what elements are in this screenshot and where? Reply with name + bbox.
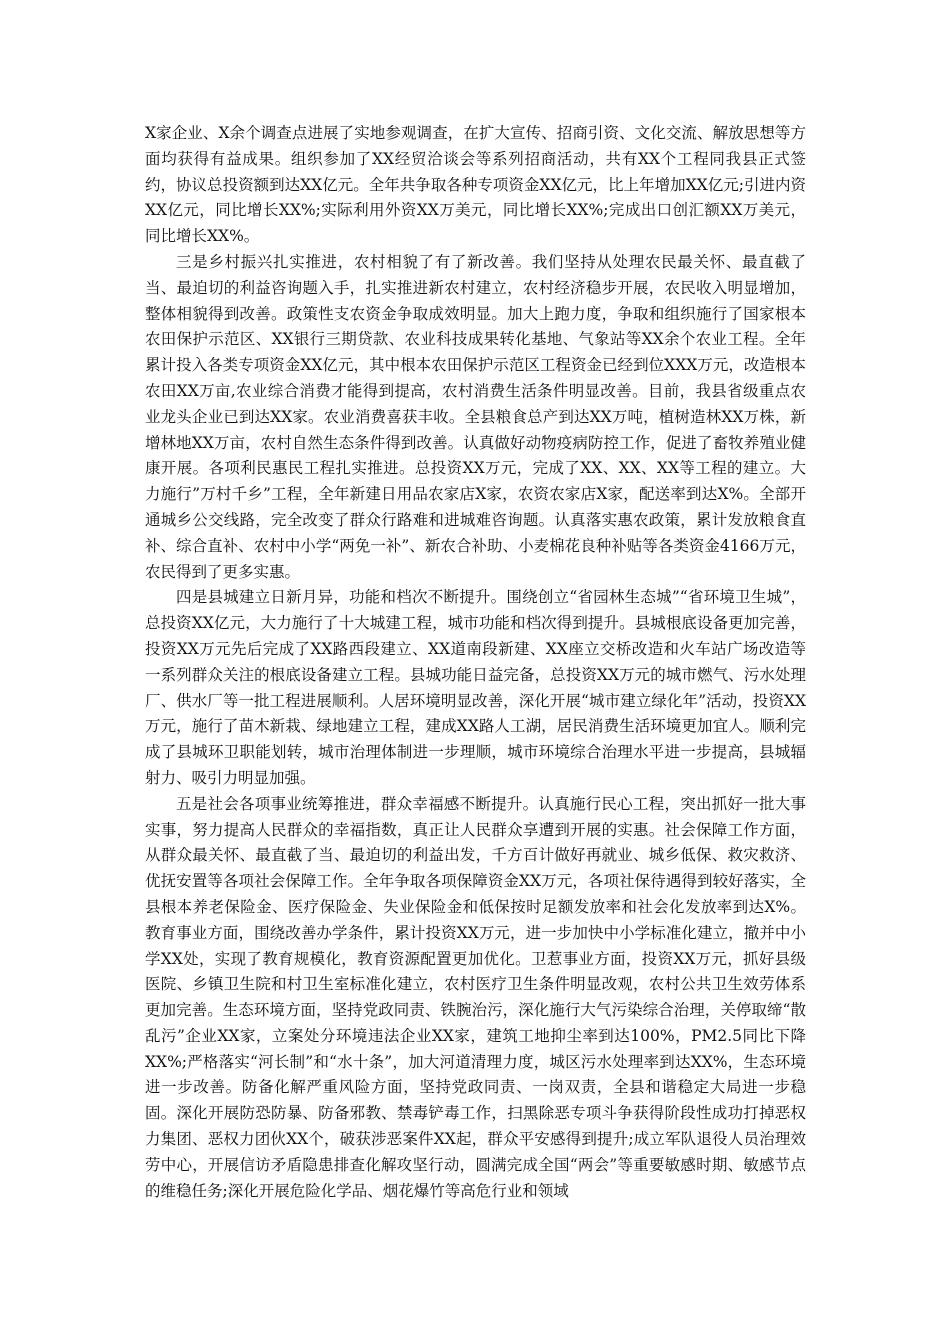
body-paragraph-3: 四是县城建立日新月异，功能和档次不断提升。围绕创立“省园林生态城”“省环境卫生城”，总投资XX亿元，大力施行了十大城建工程，城市功能和档次得到提升。县城根底设备更加完善，投资XX万元先后完成了XX路西段建立、XX道南段新建、XX座立交桥改造和火车站广场改造等一系列群众关注的根底设备建立工程。县城功能日益完备，总投资XX万元的城市燃气、污水处理厂、供水厂等一批工程进展顺利。人居环境明显改善，深化开展“城市建立绿化年”活动，投资XX万元，施行了苗木新栽、绿地建立工程，建成XX路人工湖，居民消费生活环境更加宜人。顺利完成了县城环卫职能划转，城市治理体制进一步理顺，城市环境综合治理水平进一步提高，县城辐射力、吸引力明显加强。 xyxy=(145,588,806,787)
body-paragraph-2: 三是乡村振兴扎实推进，农村相貌了有了新改善。我们坚持从处理农民最关怀、最直截了当、最迫切的利益咨询题入手，扎实推进新农村建立，农村经济稳步开展，农民收入明显增加，整体相貌得到改善。政策性支农资金争取成效明显。加大上跑力度，争取和组织施行了国家根本农田保护示范区、XX银行三期贷款、农业科技成果转化基地、气象站等XX余个农业工程。全年累计投入各类专项资金XX亿元，其中根本农田保护示范区工程资金已经到位XXX万元，改造根本农田XX万亩,农业综合消费才能得到提高，农村消费生活条件明显改善。目前，我县省级重点农业龙头企业已到达XX家。农业消费喜获丰收。全县粮食总产到达XX万吨，植树造林XX万株，新增林地XX万亩，农村自然生态条件得到改善。认真做好动物疫病防控工作，促进了畜牧养殖业健康开展。各项利民惠民工程扎实推进。总投资XX万元，完成了XX、XX、XX等工程的建立。大力施行”万村千乡”工程，全年新建日用品农家店X家，农资农家店X家，配送率到达X%。全部开通城乡公交线路，完全改变了群众行路难和进城难咨询题。认真落实惠农政策，累计发放粮食直补、综合直补、农村中小学“两免一补”、新农合补助、小麦棉花良种补贴等各类资金4166万元，农民得到了更多实惠。 xyxy=(145,252,806,581)
body-paragraph-4: 五是社会各项事业统筹推进，群众幸福感不断提升。认真施行民心工程，突出抓好一批大事实事，努力提高人民群众的幸福指数，真正让人民群众享遭到开展的实惠。社会保障工作方面，从群众最关怀、最直截了当、最迫切的利益出发，千方百计做好再就业、城乡低保、救灾救济、优抚安置等各项社会保障工作。全年争取各项保障资金XX万元，各项社保待遇得到较好落实，全县根本养老保险金、医疗保险金、失业保险金和低保按时足额发放率和社会化发放率到达X%。教育事业方面，围绕改善办学条件，累计投资XX万元，进一步加快中小学标准化建立，撤并中小学XX处，实现了教育规模化，教育资源配置更加优化。卫惹事业方面，投资XX万元，抓好县级医院、乡镇卫生院和村卫生室标准化建立，农村医疗卫生条件明显改观，农村公共卫生效劳体系更加完善。生态环境方面，坚持党政同责、铁腕治污，深化施行大气污染综合治理，关停取缔“散乱污”企业XX家，立案处分环境违法企业XX家，建筑工地抑尘率到达100%，PM2.5同比下降XX%;严格落实“河长制”和“水十条”，加大河道清理力度，城区污水处理率到达XX%，生态环境进一步改善。防备化解严重风险方面，坚持党政同责、一岗双责，全县和谐稳定大局进一步稳固。深化开展防恐防暴、防备邪教、禁毒铲毒工作，扫黑除恶专项斗争获得阶段性成功打掉恶权力集团、恶权力团伙XX个，破获涉恶案件XX起，群众平安感得到提升;成立军队退役人员治理效劳中心，开展信访矛盾隐患排查化解攻坚行动，圆满完成全国“两会”等重要敏感时期、敏感节点的维稳任务;深化开展危险化学品、烟花爆竹等高危行业和领域 xyxy=(145,794,806,1200)
body-paragraph-1: X家企业、X余个调查点进展了实地参观调查，在扩大宣传、招商引资、文化交流、解放思想等方面均获得有益成果。组织参加了XX经贸洽谈会等系列招商活动，共有XX个工程同我县正式签约，协议总投资额到达XX亿元。全年共争取各种专项资金XX亿元，比上年增加XX亿元;引进内资XX亿元，同比增长XX%;实际利用外资XX万美元，同比增长XX%;完成出口创汇额XX万美元，同比增长XX%。 xyxy=(145,124,806,246)
document-page xyxy=(145,121,806,1204)
